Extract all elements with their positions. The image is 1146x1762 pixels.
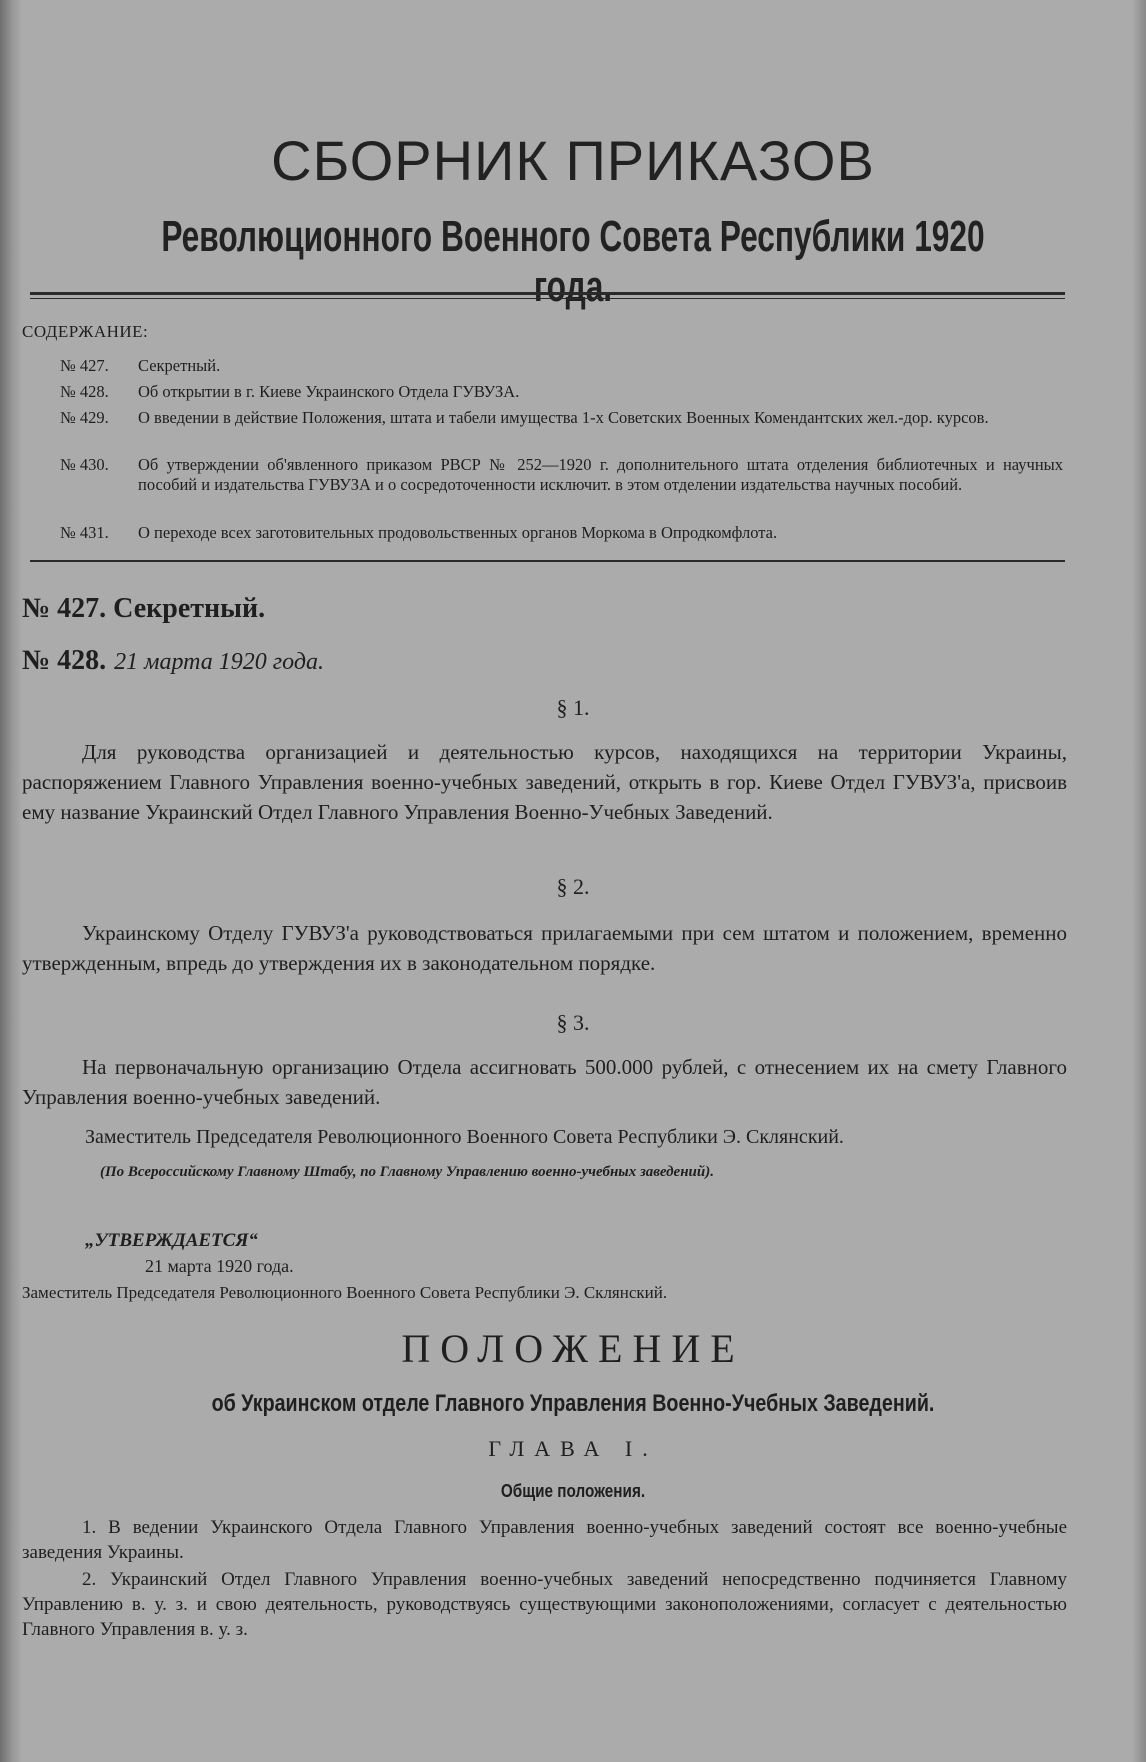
regulation-subtitle: об Украинском отделе Главного Управления Военно-Учебных Заведений. (211, 1390, 935, 1417)
distribution-note: (По Всероссийскому Главному Штабу, по Главному Управлению военно-учебных заведений). (100, 1164, 714, 1180)
divider (30, 298, 1065, 299)
item-text: Секретный. (138, 356, 221, 375)
item-number: № 428. (60, 382, 109, 401)
regulation-title: ПОЛОЖЕНИЕ (401, 1326, 745, 1371)
item-number: № 427. (60, 356, 109, 375)
order-title: Секретный. (113, 593, 266, 624)
signature: Заместитель Председателя Революционного Военного Совета Республики Э. Склянский. (85, 1126, 844, 1148)
order-428-heading (22, 645, 324, 677)
item-number: № 429. (60, 408, 109, 427)
paragraph: На первоначальную организацию Отдела ассигновать 500.000 рублей, с отнесением их на смету Главного Управления военно-учебных заведений. (22, 1055, 1067, 1109)
item-text: О переходе всех заготовительных продовольственных органов Моркома в Опродкомфлота. (138, 523, 778, 542)
section-mark: § 1. (556, 695, 590, 720)
document-subtitle: Революционного Военного Совета Республики 1920 года. (161, 212, 985, 311)
item-number: № 431. (60, 523, 109, 542)
item-text: Об открытии в г. Киеве Украинского Отдела ГУВУЗА. (138, 382, 520, 401)
item-text: О введении в действие Положения, штата и табели имущества 1-х Советских Военных Комендантских жел.-дор. курсов. (138, 408, 989, 427)
section-mark: § 3. (556, 1010, 590, 1035)
paragraph: Украинскому Отделу ГУВУЗ'а руководствоваться прилагаемыми при сем штатом и положением, временно утвержденным, впредь до утверждения их в законодательном порядке. (22, 921, 1067, 975)
contents-item (60, 356, 1070, 376)
paragraph: Для руководства организацией и деятельностью курсов, находящихся на территории Украины, распоряжением Главного Управления военно-учебных заведений, открыть в гор. Киеве Отдел ГУВУЗ'а, присвоив ему название Украинский Отдел Главного Управления Военно-Учебных Заведений. (22, 740, 1067, 824)
order-date: 21 марта 1920 года. (114, 649, 324, 675)
contents-item (60, 408, 1070, 428)
document-title: СБОРНИК ПРИКАЗОВ (271, 129, 875, 192)
section-mark: § 2. (556, 874, 590, 899)
clause: 1. В ведении Украинского Отдела Главного Управления военно-учебных заведений состоят все военно-учебные заведения Украины. (22, 1517, 1067, 1563)
item-number: № 430. (60, 455, 109, 474)
divider (30, 560, 1065, 562)
contents-item (60, 382, 1070, 402)
approval-label: „УТВЕРЖДАЕТСЯ“ (85, 1230, 258, 1251)
approval-signature: Заместитель Председателя Революционного Военного Совета Республики Э. Склянский. (22, 1283, 668, 1302)
section-heading: Общие положения. (500, 1481, 646, 1501)
order-number: № 427. (22, 593, 107, 624)
approval-date: 21 марта 1920 года. (145, 1256, 294, 1276)
chapter-heading: ГЛАВА I. (488, 1436, 658, 1461)
item-text: Об утверждении об'явленного приказом РВСР № 252—1920 г. дополнительного штата отделения библиотечных и научных пособий и издательства ГУВУЗА и о сосредоточенности исключит. в этом отделении издательства научных пособий. (138, 455, 1063, 494)
contents-item (60, 523, 1070, 543)
divider (30, 292, 1065, 295)
contents-item (60, 455, 1070, 495)
order-number: № 428. (22, 645, 107, 676)
order-427-heading (22, 593, 265, 625)
contents-heading: СОДЕРЖАНИЕ: (22, 322, 149, 341)
clause: 2. Украинский Отдел Главного Управления военно-учебных заведений непосредственно подчиняется Главному Управлению в. у. з. и свою деятельность, руководствуясь существующими законоположениями, согласует с деятельностью Главного Управления в. у. з. (22, 1569, 1067, 1640)
